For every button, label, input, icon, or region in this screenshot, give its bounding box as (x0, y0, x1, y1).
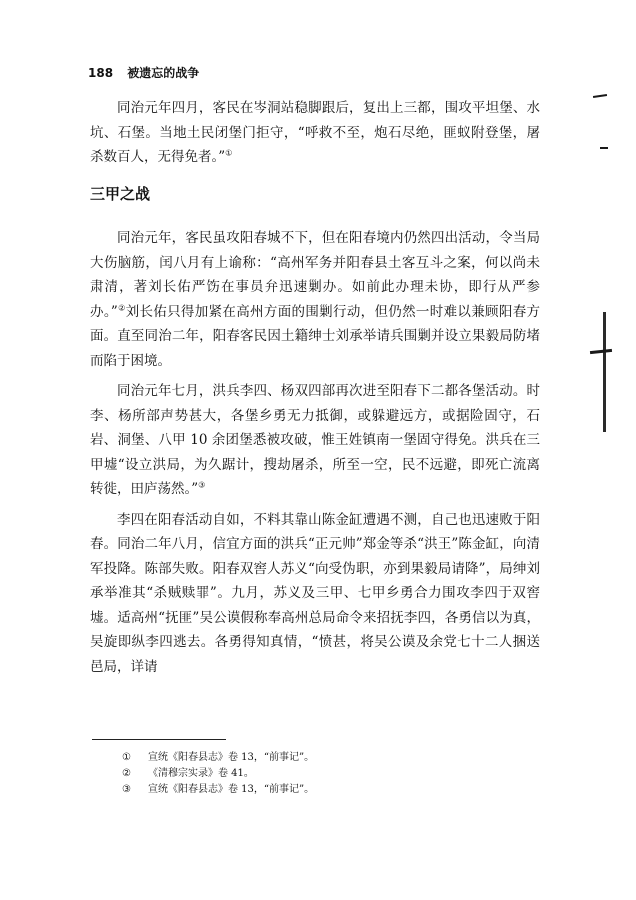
footnote-text: 《清穆宗实录》卷 41。 (148, 768, 254, 779)
paragraph-text: 同治元年七月，洪兵李四、杨双四部再次进至阳春下二都各堡活动。时李、杨所部声势甚大，各堡乡勇无力抵御，或躲避远方，或据险固守，石岩、洞堡、八甲 10 余团堡悉被攻破，惟王姓镇南一堡固守得免。洪兵在三甲墟“设立洪局，为久踞计，搜劫屠杀，所至一空，民不远避，即死亡流离转徙，田庐荡然。” (90, 383, 540, 497)
paragraph-text: 李四在阳春活动自如，不料其靠山陈金缸遭遇不测，自己也迅速败于阳春。同治二年八月，信宜方面的洪兵“正元帅”郑金等杀“洪王”陈金缸，向清军投降。陈部失败。阳春双窖人苏义“向受伪职，亦到果毅局请降”，局绅刘承举准其“杀贼赎罪”。九月，苏义及三甲、七甲乡勇合力围攻李四于双窖墟。适高州“抚匪”吴公谟假称奉高州总局命令来招抚李四，各勇信以为真，吴旋即纵李四逃去。各勇得知真情，“愤甚，将吴公谟及余党七十二人捆送邑局，详请 (90, 511, 540, 675)
footnote-mark: ③ (122, 784, 131, 795)
footnote-mark: ② (122, 768, 131, 779)
scan-artifact (600, 147, 608, 149)
opening-paragraph-block (90, 96, 540, 170)
scan-artifact (603, 312, 606, 432)
paragraph-text: 同治元年，客民虽攻阳春城不下，但在阳春境内仍然四出活动，令当局大伤脑筋，闰八月有上谕称：“高州军务并阳春县土客互斗之案，何以尚未肃清，著刘长佑严饬在事员弁迅速剿办。如前此办理未协，即行从严参办。” (90, 230, 540, 320)
page-number: 188 (88, 66, 114, 80)
footnote-divider (92, 739, 226, 740)
paragraph (90, 96, 540, 170)
footnote (122, 750, 314, 766)
scan-artifact (593, 94, 607, 98)
paragraph (90, 379, 540, 502)
footnote (122, 766, 314, 782)
footnote (122, 782, 314, 798)
footnotes (122, 750, 314, 798)
footnote-text: 宣统《阳春县志》卷 13，“前事记”。 (148, 752, 315, 763)
running-head (88, 64, 199, 81)
paragraph (90, 226, 540, 373)
paragraph-text: 刘长佑只得加紧在高州方面的围剿行动，但仍然一时难以兼顾阳春方面。直至同治二年，阳春客民因土籍绅士刘承举请兵围剿并设立果毅局防堵而陷于困境。 (90, 303, 541, 369)
section-heading: 三甲之战 (90, 185, 151, 203)
footnote-mark: ① (122, 752, 131, 763)
scan-artifact (590, 349, 612, 354)
footnote-ref: ③ (198, 480, 206, 490)
paragraph-text: 同治元年四月，客民在岑洞站稳脚跟后，复出上三都，围攻平坦堡、水坑、石堡。当地土民闭堡门拒守，“呼救不至，炮石尽绝，匪蚁附登堡，屠杀数百人，无得免者。” (90, 100, 540, 165)
footnote-text: 宣统《阳春县志》卷 13，“前事记”。 (148, 784, 315, 795)
section-body (90, 226, 540, 679)
book-title: 被遗忘的战争 (127, 66, 200, 80)
footnote-ref: ① (225, 148, 233, 158)
footnote-ref: ② (117, 303, 126, 312)
paragraph (90, 508, 540, 680)
